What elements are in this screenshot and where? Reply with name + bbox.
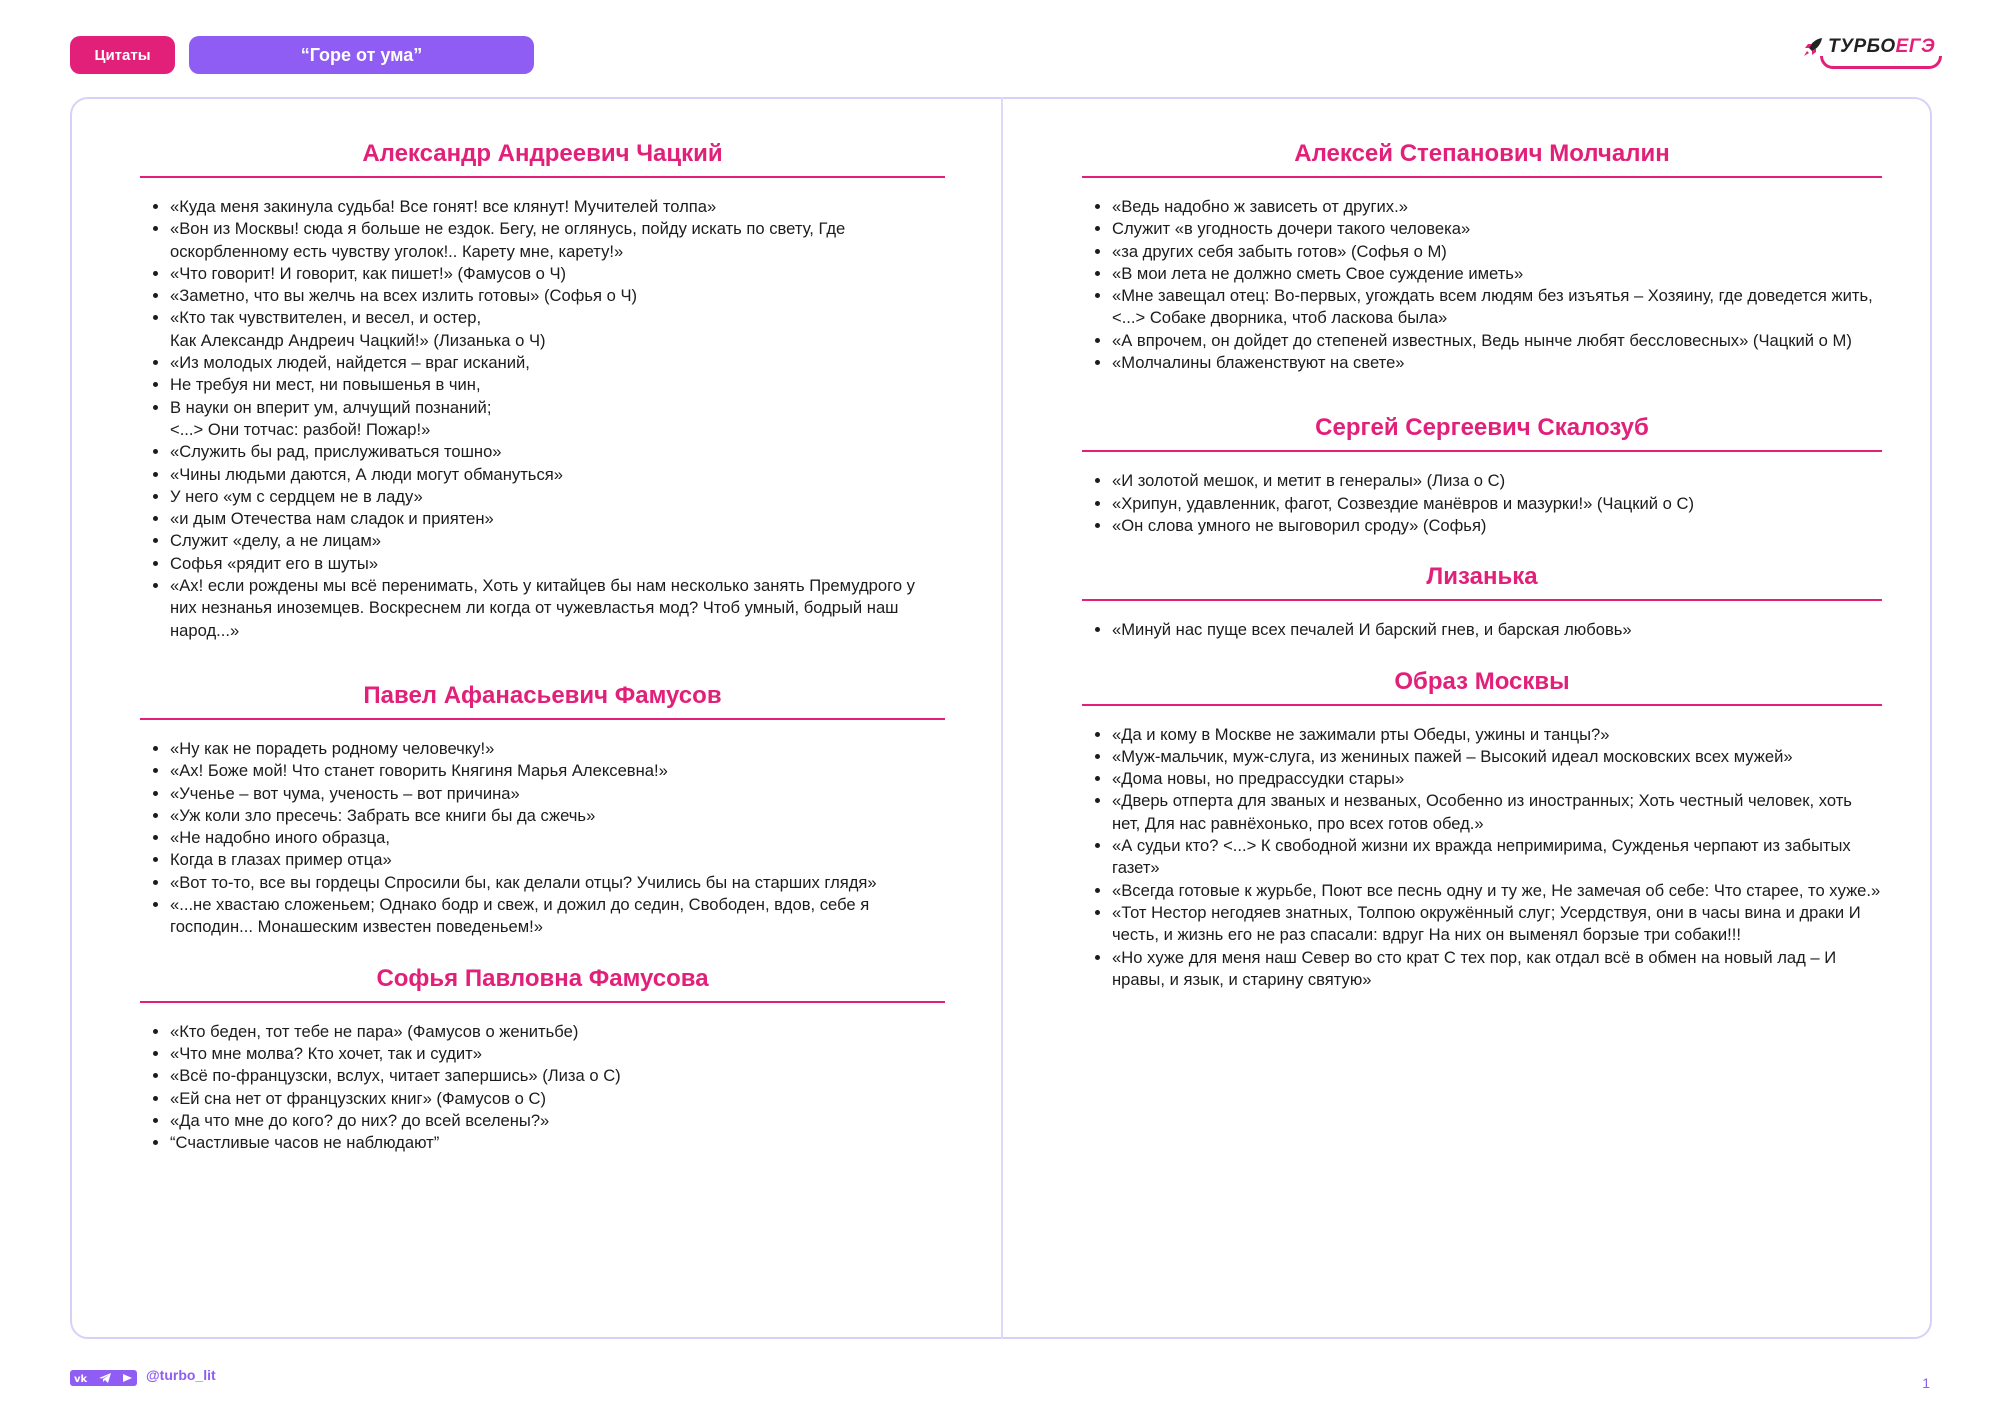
quote-item: • «Минуй нас пуще всех печалей И барский гнев, и барская любовь» [1112, 619, 1882, 641]
telegram-icon[interactable] [98, 1372, 112, 1384]
quote-item: • «Всегда готовые к журьбе, Поют все песнь одну и ту же, Не замечая об себе: Что старее, то хуже.» [1112, 880, 1882, 902]
quote-item: • «В мои лета не должно сметь Свое суждение иметь» [1112, 263, 1882, 285]
section-heading: Лизанька [1082, 563, 1882, 601]
quote-list [140, 196, 945, 642]
rocket-icon [1802, 36, 1824, 58]
quote-item: • У него «ум с сердцем не в ладу» [170, 486, 945, 508]
quote-item: • «Чины людьми даются, А люди могут обмануться» [170, 464, 945, 486]
tag-pill: Цитаты [70, 36, 175, 74]
quote-item: • «Всё по-французски, вслух, читает запершись» (Лиза о С) [170, 1065, 945, 1087]
document-title-pill: “Горе от ума” [189, 36, 534, 74]
quote-item: • «Тот Нестор негодяев знатных, Толпою окружённый слуг; Усердствуя, они в часы вина и драки И честь, и жизнь его не раз спасали: вдруг На них он выменял борзые три собаки!!! [1112, 902, 1882, 947]
quote-item: • «...не хвастаю сложеньем; Однако бодр и свеж, и дожил до седин, Свободен, вдов, себе я господин... Монашеским известен поведеньем!» [170, 894, 945, 939]
quote-item: • «Вот то-то, все вы гордецы Спросили бы, как делали отцы? Учились бы на старших глядя» [170, 872, 945, 894]
quote-list [1082, 619, 1882, 641]
quote-item: • «Да и кому в Москве не зажимали рты Обеды, ужины и танцы?» [1112, 724, 1882, 746]
quote-item: • «Ах! Боже мой! Что станет говорить Княгиня Марья Алексевна!» [170, 760, 945, 782]
quote-item: • «Ведь надобно ж зависеть от других.» [1112, 196, 1882, 218]
quote-list [1082, 470, 1882, 537]
quote-item: • «Уж коли зло пресечь: Забрать все книги бы да сжечь» [170, 805, 945, 827]
quote-item: • В науки он вперит ум, алчущий познаний; <...> Они тотчас: разбой! Пожар!» [170, 397, 945, 442]
social-handle[interactable]: @turbo_lit [146, 1367, 216, 1383]
quote-item: • «Муж-мальчик, муж-слуга, из жениных пажей – Высокий идеал московских всех мужей» [1112, 746, 1882, 768]
quote-item: • «Ах! если рождены мы всё перенимать, Хоть у китайцев бы нам несколько занять Премудрого у них незнанья иноземцев. Воскреснем ли когда от чужевластья мод? Чтоб умный, бодрый наш народ...» [170, 575, 945, 642]
quote-list [1082, 724, 1882, 992]
section-heading: Сергей Сергеевич Скалозуб [1082, 414, 1882, 452]
quote-item: • Софья «рядит его в шуты» [170, 553, 945, 575]
column-divider [1001, 97, 1003, 1339]
section-spacer [1082, 374, 1882, 414]
social-icons [70, 1370, 137, 1386]
section-spacer [140, 642, 945, 682]
quote-item: • «А судьи кто? <...> К свободной жизни их вражда непримирима, Сужденья черпают из забытых газет» [1112, 835, 1882, 880]
quote-item: • «Дверь отперта для званых и незваных, Особенно из иностранных; Хоть честный человек, хоть нет, Для нас равнёхонько, про всех готов обед.» [1112, 790, 1882, 835]
quote-list [140, 738, 945, 939]
quote-item: • «Из молодых людей, найдется – враг исканий, [170, 352, 945, 374]
section-spacer [140, 939, 945, 965]
quote-item: • «и дым Отечества нам сладок и приятен» [170, 508, 945, 530]
quote-item: • «А впрочем, он дойдет до степеней известных, Ведь нынче любят бессловесных» (Чацкий о М) [1112, 330, 1882, 352]
quote-item: • Когда в глазах пример отца» [170, 849, 945, 871]
quote-item: • «И золотой мешок, и метит в генералы» (Лиза о С) [1112, 470, 1882, 492]
section-heading: Образ Москвы [1082, 668, 1882, 706]
quote-item: • Служит «в угодность дочери такого человека» [1112, 218, 1882, 240]
quote-item: • «Вон из Москвы! сюда я больше не ездок. Бегу, не оглянусь, пойду искать по свету, Где оскорбленному есть чувству уголок!.. Карету мне, карету!» [170, 218, 945, 263]
svg-text:vk: vk [74, 1374, 88, 1383]
quote-item: • “Счастливые часов не наблюдают” [170, 1132, 945, 1154]
section-heading: Павел Афанасьевич Фамусов [140, 682, 945, 720]
quote-list [1082, 196, 1882, 374]
quote-item: • «Кто так чувствителен, и весел, и остер, Как Александр Андреич Чацкий!» (Лизанька о Ч) [170, 307, 945, 352]
quote-item: • «Кто беден, тот тебе не пара» (Фамусов о женитьбе) [170, 1021, 945, 1043]
left-column [140, 140, 945, 1154]
quote-item: • Не требуя ни мест, ни повышенья в чин, [170, 374, 945, 396]
quote-list [140, 1021, 945, 1155]
youtube-icon[interactable] [121, 1373, 133, 1383]
quote-item: • «за других себя забыть готов» (Софья о М) [1112, 241, 1882, 263]
right-column [1082, 140, 1882, 991]
quote-item: • «Дома новы, но предрассудки стары» [1112, 768, 1882, 790]
logo-text: ТУРБОЕГЭ [1828, 36, 1936, 57]
quote-item: • «Ученье – вот чума, ученость – вот причина» [170, 783, 945, 805]
section-heading: Алексей Степанович Молчалин [1082, 140, 1882, 178]
quote-item: • «Он слова умного не выговорил сроду» (Софья) [1112, 515, 1882, 537]
quote-item: • «Куда меня закинула судьба! Все гонят! все клянут! Мучителей толпа» [170, 196, 945, 218]
quote-item: • «Заметно, что вы желчь на всех излить готовы» (Софья о Ч) [170, 285, 945, 307]
vk-icon[interactable] [74, 1373, 90, 1383]
page-number: 1 [1922, 1375, 1930, 1391]
logo-swoosh [1820, 56, 1942, 69]
quote-item: • «Ну как не порадеть родному человечку!» [170, 738, 945, 760]
section-spacer [1082, 537, 1882, 563]
quote-item: • «Служить бы рад, прислуживаться тошно» [170, 441, 945, 463]
section-heading: Софья Павловна Фамусова [140, 965, 945, 1003]
quote-item: • «Молчалины блаженствуют на свете» [1112, 352, 1882, 374]
quote-item: • «Мне завещал отец: Во-первых, угождать всем людям без изъятья – Хозяину, где доведется жить, <...> Собаке дворника, чтоб ласкова была» [1112, 285, 1882, 330]
section-heading: Александр Андреевич Чацкий [140, 140, 945, 178]
quote-item: • «Что мне молва? Кто хочет, так и судит» [170, 1043, 945, 1065]
quote-item: • «Не надобно иного образца, [170, 827, 945, 849]
section-spacer [1082, 642, 1882, 668]
quote-item: • «Ей сна нет от французских книг» (Фамусов о С) [170, 1088, 945, 1110]
quote-item: • Служит «делу, а не лицам» [170, 530, 945, 552]
turbo-ege-logo [1798, 32, 1938, 68]
quote-item: • «Но хуже для меня наш Север во сто крат С тех пор, как отдал всё в обмен на новый лад – И нравы, и язык, и старину святую» [1112, 947, 1882, 992]
quote-item: • «Что говорит! И говорит, как пишет!» (Фамусов о Ч) [170, 263, 945, 285]
quote-item: • «Хрипун, удавленник, фагот, Созвездие манёвров и мазурки!» (Чацкий о С) [1112, 493, 1882, 515]
quote-item: • «Да что мне до кого? до них? до всей вселены?» [170, 1110, 945, 1132]
